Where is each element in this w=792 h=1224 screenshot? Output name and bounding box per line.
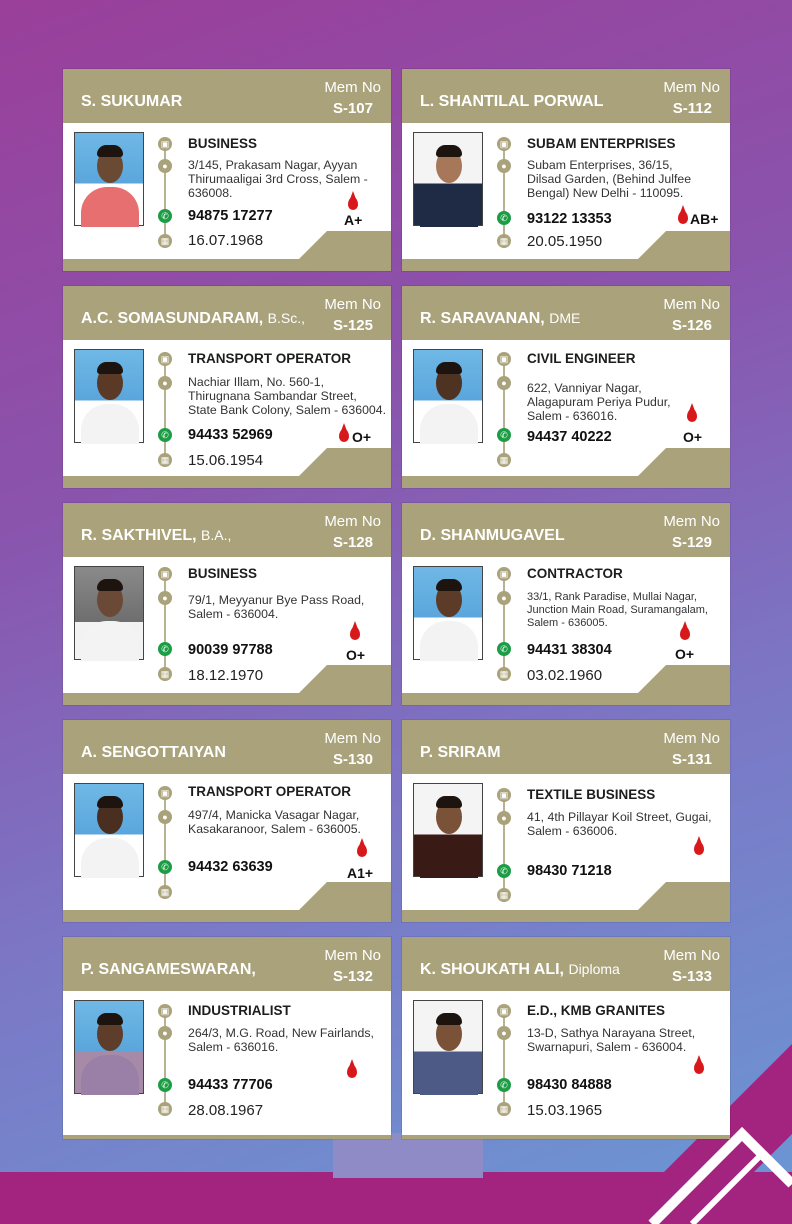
blood-group: A+ [344, 212, 363, 228]
member-name: S. SUKUMAR [81, 93, 183, 110]
mem-no: S-132 [332, 968, 373, 985]
occupation: SUBAM ENTERPRISES [527, 136, 676, 151]
location-pin-icon: ● [497, 591, 511, 605]
whatsapp-icon: ✆ [158, 209, 172, 223]
location-pin-icon: ● [497, 811, 511, 825]
mem-no-label: Mem No [324, 513, 381, 530]
address: Nachiar Illam, No. 560-1, Thirugnana Sambandar Street, State Bank Colony, Salem - 636004. [188, 375, 387, 417]
calendar-icon: ▦ [497, 667, 511, 681]
location-pin-icon: ● [158, 159, 172, 173]
mem-no: S-129 [671, 534, 712, 551]
calendar-icon: ▦ [158, 453, 172, 467]
member-photo [413, 132, 483, 226]
whatsapp-icon: ✆ [497, 1078, 511, 1092]
member-photo [413, 1000, 483, 1094]
mem-no: S-112 [672, 100, 712, 117]
occupation: BUSINESS [188, 136, 258, 151]
blood-drop-icon [678, 211, 688, 224]
phone-number: 98430 84888 [527, 1077, 612, 1093]
blood-drop-icon [680, 627, 690, 640]
address: 79/1, Meyyanur Bye Pass Road, Salem - 636004. [188, 593, 365, 621]
card-footer [63, 910, 391, 922]
occupation: TRANSPORT OPERATOR [188, 351, 352, 366]
card-footer [63, 259, 391, 271]
date-of-birth: 16.07.1968 [188, 232, 264, 249]
blood-drop-icon [694, 1061, 704, 1074]
member-card [63, 937, 391, 1139]
briefcase-icon: ▣ [497, 1004, 511, 1018]
timeline [164, 790, 166, 898]
card-footer-wedge [638, 448, 730, 476]
mem-no-label: Mem No [663, 513, 720, 530]
bottom-tab [333, 1133, 483, 1178]
mem-no-label: Mem No [663, 296, 720, 313]
member-photo [74, 132, 144, 226]
mem-no: S-125 [332, 317, 373, 334]
briefcase-icon: ▣ [158, 1004, 172, 1018]
member-card [63, 69, 391, 271]
card-footer-wedge [299, 448, 391, 476]
calendar-icon: ▦ [158, 1102, 172, 1116]
blood-drop-icon [348, 197, 358, 210]
member-card [63, 503, 391, 705]
briefcase-icon: ▣ [158, 352, 172, 366]
blood-group: O+ [683, 429, 703, 445]
card-footer [63, 1135, 391, 1139]
address: 497/4, Manicka Vasagar Nagar, Kasakaranoor, Salem - 636005. [188, 808, 361, 836]
phone-number: 94437 40222 [527, 429, 612, 445]
whatsapp-icon: ✆ [497, 428, 511, 442]
card-footer [402, 693, 730, 705]
mem-no-label: Mem No [663, 79, 720, 96]
blood-drop-icon [350, 627, 360, 640]
card-footer-wedge [299, 665, 391, 693]
member-name: P. SANGAMESWARAN, [81, 961, 256, 978]
member-card [402, 720, 730, 922]
member-photo [413, 566, 483, 660]
blood-drop-icon [357, 844, 367, 857]
date-of-birth: 20.05.1950 [527, 233, 603, 250]
briefcase-icon: ▣ [158, 786, 172, 800]
member-name: A. SENGOTTAIYAN [81, 744, 226, 761]
location-pin-icon: ● [158, 1026, 172, 1040]
timeline [164, 573, 166, 681]
phone-number: 93122 13353 [527, 211, 612, 227]
occupation: BUSINESS [188, 566, 258, 581]
date-of-birth: 15.06.1954 [188, 452, 264, 469]
calendar-icon: ▦ [158, 234, 172, 248]
member-photo [74, 349, 144, 443]
mem-no-label: Mem No [663, 730, 720, 747]
location-pin-icon: ● [497, 376, 511, 390]
mem-no: S-131 [671, 751, 712, 768]
member-name: L. SHANTILAL PORWAL [420, 93, 604, 110]
member-photo [74, 566, 144, 660]
address: 264/3, M.G. Road, New Fairlands, Salem - 636016. [188, 1026, 374, 1054]
mem-no-label: Mem No [324, 730, 381, 747]
whatsapp-icon: ✆ [497, 211, 511, 225]
date-of-birth: 28.08.1967 [188, 1102, 264, 1119]
occupation: INDUSTRIALIST [188, 1003, 291, 1018]
mem-no: S-130 [332, 751, 373, 768]
date-of-birth: 15.03.1965 [527, 1102, 603, 1119]
whatsapp-icon: ✆ [497, 642, 511, 656]
location-pin-icon: ● [497, 1026, 511, 1040]
address: Subam Enterprises, 36/15, Dilsad Garden, (Behind Julfee Bengal) New Delhi - 110095. [527, 158, 692, 200]
calendar-icon: ▦ [497, 234, 511, 248]
member-name: D. SHANMUGAVEL [420, 527, 565, 544]
member-card [402, 503, 730, 705]
phone-number: 94433 77706 [188, 1077, 273, 1093]
blood-group: AB+ [690, 211, 719, 227]
card-footer [63, 476, 391, 488]
card-footer-wedge [299, 231, 391, 259]
card-footer-wedge [638, 882, 730, 910]
timeline [503, 573, 505, 681]
calendar-icon: ▦ [158, 885, 172, 899]
mem-no-label: Mem No [324, 79, 381, 96]
location-pin-icon: ● [158, 376, 172, 390]
member-card [402, 286, 730, 488]
member-name: R. SARAVANAN, DME [420, 310, 581, 327]
location-pin-icon: ● [497, 159, 511, 173]
mem-no: S-128 [332, 534, 373, 551]
card-footer-wedge [638, 231, 730, 259]
card-footer [402, 476, 730, 488]
blood-drop-icon [687, 409, 697, 422]
phone-number: 90039 97788 [188, 642, 273, 658]
calendar-icon: ▦ [497, 888, 511, 902]
phone-number: 98430 71218 [527, 863, 612, 879]
phone-number: 94433 52969 [188, 427, 273, 443]
briefcase-icon: ▣ [158, 137, 172, 151]
timeline [503, 1007, 505, 1115]
date-of-birth: 03.02.1960 [527, 667, 603, 684]
mem-no: S-107 [332, 100, 373, 117]
timeline [164, 139, 166, 247]
whatsapp-icon: ✆ [158, 860, 172, 874]
card-footer-wedge [299, 882, 391, 910]
mem-no-label: Mem No [324, 947, 381, 964]
member-photo [74, 783, 144, 877]
member-name: P. SRIRAM [420, 744, 501, 761]
timeline [503, 139, 505, 247]
timeline [164, 356, 166, 464]
briefcase-icon: ▣ [497, 788, 511, 802]
blood-drop-icon [694, 842, 704, 855]
phone-number: 94875 17277 [188, 208, 273, 224]
occupation: TRANSPORT OPERATOR [188, 784, 352, 799]
address: 622, Vanniyar Nagar, Alagapuram Periya Pudur, Salem - 636016. [527, 381, 671, 423]
member-card [63, 286, 391, 488]
briefcase-icon: ▣ [158, 567, 172, 581]
blood-group: O+ [352, 429, 372, 445]
mem-no: S-126 [671, 317, 712, 334]
blood-group: A1+ [347, 865, 374, 881]
member-photo [413, 783, 483, 877]
address: 41, 4th Pillayar Koil Street, Gugai, Salem - 636006. [527, 810, 712, 838]
member-card [63, 720, 391, 922]
briefcase-icon: ▣ [497, 567, 511, 581]
briefcase-icon: ▣ [497, 352, 511, 366]
whatsapp-icon: ✆ [158, 428, 172, 442]
card-footer [402, 259, 730, 271]
blood-group: O+ [675, 646, 695, 662]
occupation: CIVIL ENGINEER [527, 351, 636, 366]
blood-drop-icon [347, 1065, 357, 1078]
member-name: A.C. SOMASUNDARAM, B.Sc., [81, 310, 306, 327]
blood-group: O+ [346, 647, 366, 663]
occupation: TEXTILE BUSINESS [527, 787, 656, 802]
member-name: K. SHOUKATH ALI, Diploma [420, 961, 620, 978]
member-photo [74, 1000, 144, 1094]
date-of-birth: 18.12.1970 [188, 667, 264, 684]
phone-number: 94431 38304 [527, 642, 612, 658]
occupation: E.D., KMB GRANITES [527, 1003, 666, 1018]
card-footer [402, 910, 730, 922]
phone-number: 94432 63639 [188, 859, 273, 875]
calendar-icon: ▦ [497, 453, 511, 467]
location-pin-icon: ● [158, 810, 172, 824]
briefcase-icon: ▣ [497, 137, 511, 151]
card-footer [402, 1135, 730, 1139]
mem-no-label: Mem No [324, 296, 381, 313]
card-footer [63, 693, 391, 705]
member-photo [413, 349, 483, 443]
whatsapp-icon: ✆ [497, 864, 511, 878]
member-card [402, 937, 730, 1139]
whatsapp-icon: ✆ [158, 1078, 172, 1092]
location-pin-icon: ● [158, 591, 172, 605]
mem-no: S-133 [671, 968, 712, 985]
card-footer-wedge [638, 665, 730, 693]
blood-drop-icon [339, 429, 349, 442]
timeline [503, 356, 505, 464]
calendar-icon: ▦ [497, 1102, 511, 1116]
address: 3/145, Prakasam Nagar, Ayyan Thirumaaligai 3rd Cross, Salem - 636008. [188, 158, 368, 200]
address: 33/1, Rank Paradise, Mullai Nagar, Junction Main Road, Suramangalam, Salem - 636005. [527, 591, 708, 629]
address: 13-D, Sathya Narayana Street, Swarnapuri, Salem - 636004. [527, 1026, 696, 1054]
member-name: R. SAKTHIVEL, B.A., [81, 527, 232, 544]
timeline [164, 1007, 166, 1115]
member-card [402, 69, 730, 271]
occupation: CONTRACTOR [527, 566, 623, 581]
timeline [503, 790, 505, 898]
whatsapp-icon: ✆ [158, 642, 172, 656]
mem-no-label: Mem No [663, 947, 720, 964]
calendar-icon: ▦ [158, 667, 172, 681]
